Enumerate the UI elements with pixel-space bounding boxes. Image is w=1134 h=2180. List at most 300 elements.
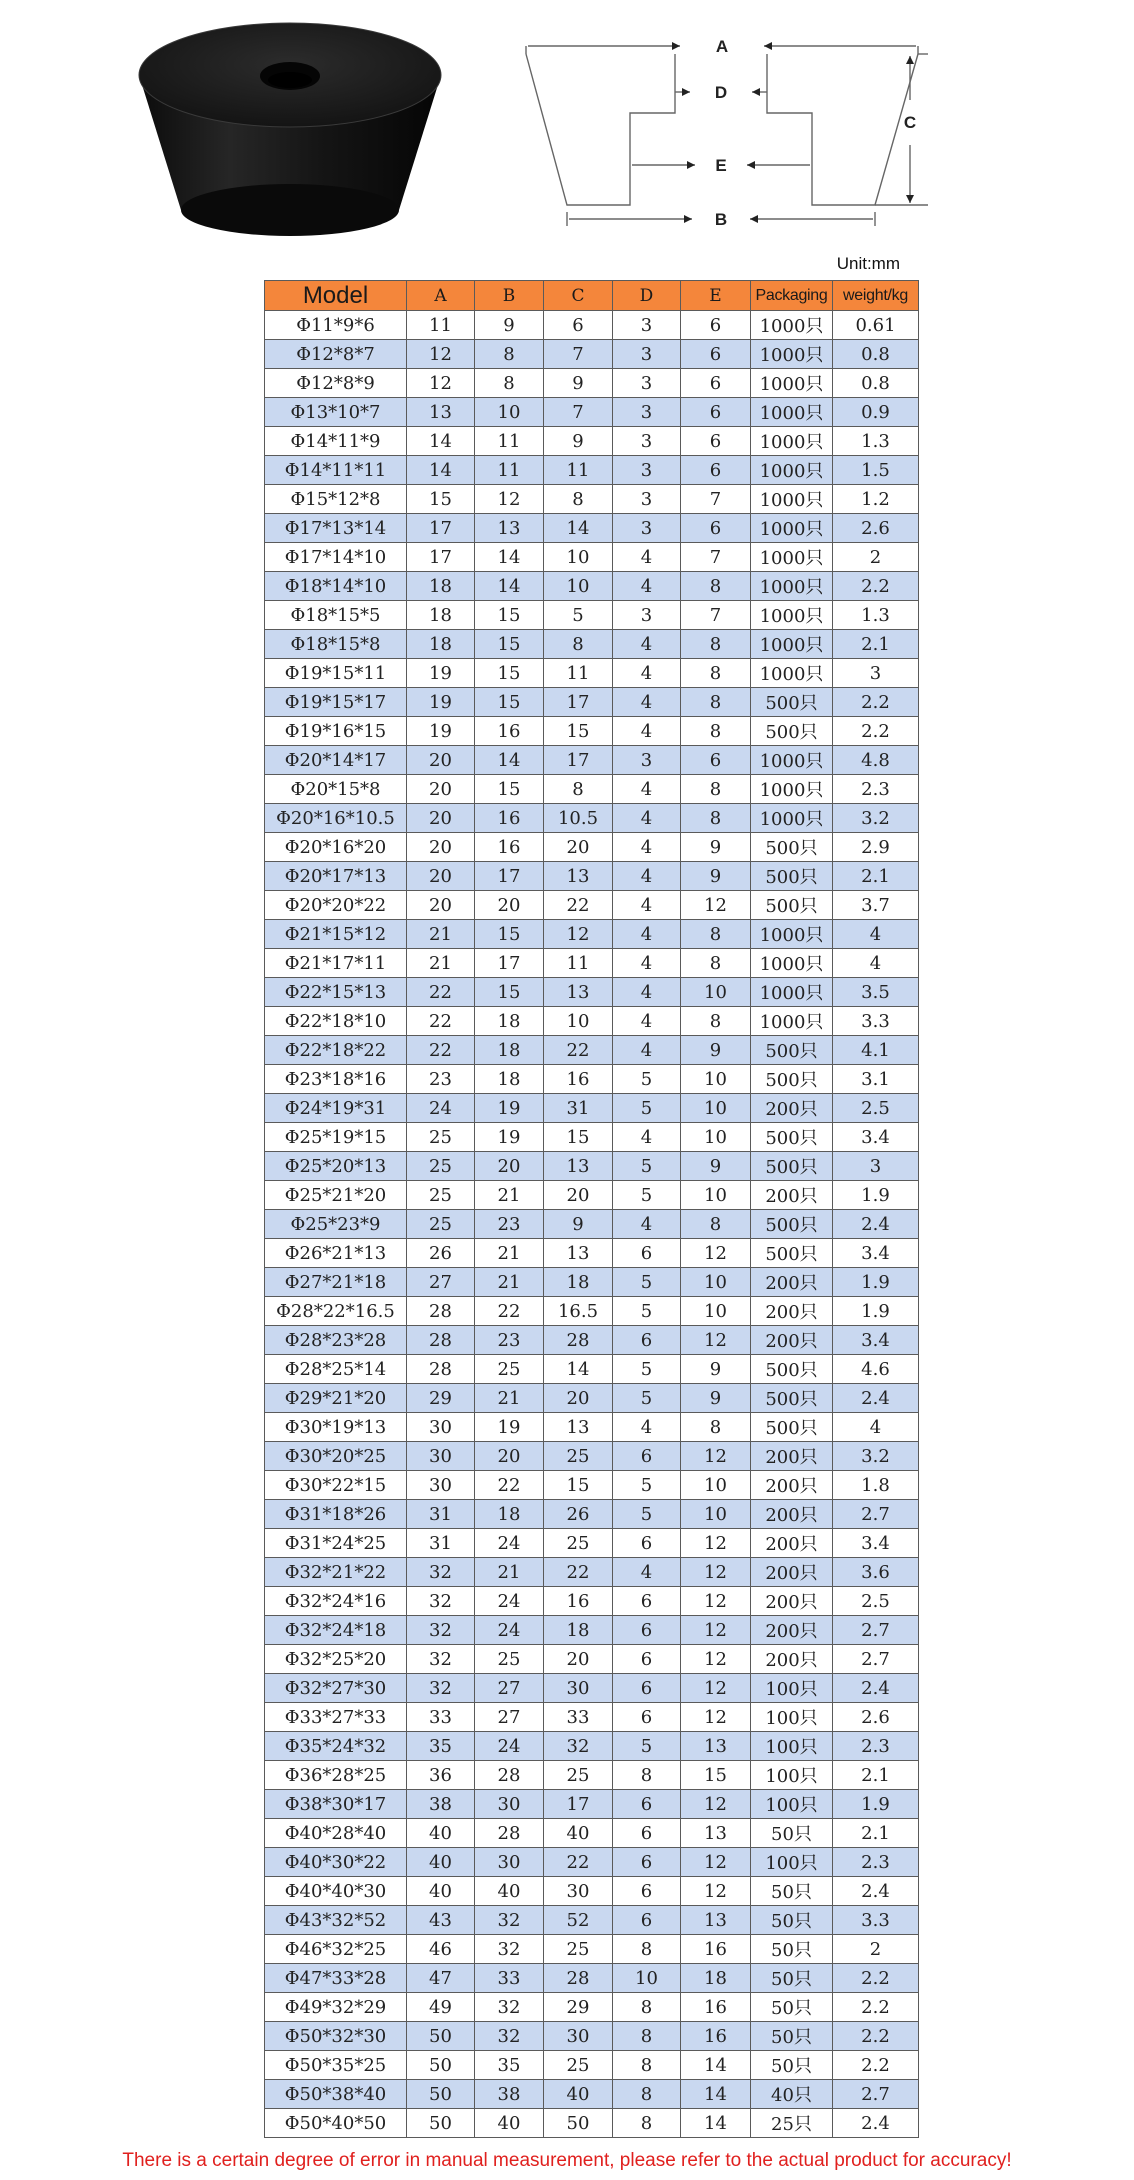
cell-c: 16.5: [544, 1297, 613, 1326]
cell-b: 22: [475, 1297, 544, 1326]
cell-e: 6: [681, 514, 751, 543]
cell-model: Φ11*9*6: [265, 311, 407, 340]
table-row: [265, 311, 919, 340]
cell-b: 27: [475, 1703, 544, 1732]
cell-model: Φ32*27*30: [265, 1674, 407, 1703]
cell-a: 36: [407, 1761, 475, 1790]
cell-a: 40: [407, 1819, 475, 1848]
cell-e: 12: [681, 1790, 751, 1819]
cell-weight: 2.5: [833, 1587, 919, 1616]
cell-packaging: 500只: [751, 717, 833, 746]
cell-b: 19: [475, 1094, 544, 1123]
cell-b: 16: [475, 804, 544, 833]
cell-a: 32: [407, 1558, 475, 1587]
cell-a: 28: [407, 1355, 475, 1384]
dim-label-a: A: [715, 37, 729, 56]
cell-packaging: 1000只: [751, 659, 833, 688]
cell-packaging: 1000只: [751, 369, 833, 398]
cell-b: 21: [475, 1384, 544, 1413]
cell-b: 25: [475, 1645, 544, 1674]
cell-a: 22: [407, 1007, 475, 1036]
table-row: [265, 1123, 919, 1152]
cell-e: 18: [681, 1964, 751, 1993]
cell-c: 52: [544, 1906, 613, 1935]
cell-a: 22: [407, 978, 475, 1007]
cell-a: 18: [407, 601, 475, 630]
cell-weight: 2.4: [833, 1384, 919, 1413]
cell-packaging: 200只: [751, 1645, 833, 1674]
cell-packaging: 500只: [751, 1152, 833, 1181]
cell-weight: 3.3: [833, 1007, 919, 1036]
cell-model: Φ17*14*10: [265, 543, 407, 572]
cell-d: 4: [613, 833, 681, 862]
cell-e: 8: [681, 659, 751, 688]
table-header-row: [265, 281, 919, 311]
cell-d: 3: [613, 427, 681, 456]
cell-c: 7: [544, 398, 613, 427]
cell-model: Φ25*20*13: [265, 1152, 407, 1181]
cell-b: 23: [475, 1210, 544, 1239]
cell-packaging: 200只: [751, 1094, 833, 1123]
cell-b: 20: [475, 1442, 544, 1471]
cell-a: 19: [407, 659, 475, 688]
cell-a: 31: [407, 1529, 475, 1558]
cell-model: Φ50*32*30: [265, 2022, 407, 2051]
cell-a: 14: [407, 427, 475, 456]
cell-b: 19: [475, 1413, 544, 1442]
cell-b: 24: [475, 1732, 544, 1761]
cell-weight: 2.1: [833, 1819, 919, 1848]
cell-packaging: 50只: [751, 1935, 833, 1964]
header-model: Model: [265, 281, 407, 311]
table-row: [265, 949, 919, 978]
cell-e: 7: [681, 543, 751, 572]
cell-e: 12: [681, 1616, 751, 1645]
cell-d: 6: [613, 1442, 681, 1471]
cell-b: 15: [475, 601, 544, 630]
cell-c: 10.5: [544, 804, 613, 833]
table-row: [265, 1848, 919, 1877]
cell-b: 20: [475, 1152, 544, 1181]
cell-weight: 3.4: [833, 1239, 919, 1268]
cell-model: Φ21*15*12: [265, 920, 407, 949]
cell-d: 5: [613, 1732, 681, 1761]
cell-d: 3: [613, 398, 681, 427]
cell-c: 13: [544, 1413, 613, 1442]
cell-e: 8: [681, 1007, 751, 1036]
cell-e: 12: [681, 1703, 751, 1732]
cell-e: 12: [681, 1558, 751, 1587]
cell-packaging: 25只: [751, 2109, 833, 2138]
table-row: [265, 543, 919, 572]
cell-b: 14: [475, 746, 544, 775]
table-row: [265, 630, 919, 659]
cell-d: 5: [613, 1268, 681, 1297]
cell-b: 32: [475, 1906, 544, 1935]
table-row: [265, 1210, 919, 1239]
cell-e: 14: [681, 2109, 751, 2138]
cell-a: 28: [407, 1326, 475, 1355]
cell-a: 21: [407, 920, 475, 949]
cell-d: 8: [613, 2022, 681, 2051]
cell-packaging: 40只: [751, 2080, 833, 2109]
cell-a: 21: [407, 949, 475, 978]
cell-packaging: 200只: [751, 1529, 833, 1558]
cell-weight: 1.3: [833, 427, 919, 456]
cell-model: Φ46*32*25: [265, 1935, 407, 1964]
cell-e: 6: [681, 369, 751, 398]
cell-d: 6: [613, 1587, 681, 1616]
cell-d: 3: [613, 601, 681, 630]
cell-e: 10: [681, 1181, 751, 1210]
cell-d: 4: [613, 920, 681, 949]
cell-packaging: 200只: [751, 1471, 833, 1500]
cell-a: 25: [407, 1210, 475, 1239]
cell-packaging: 50只: [751, 1877, 833, 1906]
cell-d: 3: [613, 311, 681, 340]
cell-packaging: 500只: [751, 1065, 833, 1094]
cell-e: 13: [681, 1819, 751, 1848]
cell-weight: 4.1: [833, 1036, 919, 1065]
cell-weight: 2.3: [833, 1732, 919, 1761]
cell-e: 9: [681, 1384, 751, 1413]
cell-model: Φ31*24*25: [265, 1529, 407, 1558]
cell-d: 6: [613, 1326, 681, 1355]
cell-e: 10: [681, 1500, 751, 1529]
cell-model: Φ50*38*40: [265, 2080, 407, 2109]
cell-packaging: 50只: [751, 2022, 833, 2051]
table-row: [265, 1442, 919, 1471]
table-row: [265, 659, 919, 688]
cell-d: 4: [613, 717, 681, 746]
cell-b: 27: [475, 1674, 544, 1703]
cell-packaging: 500只: [751, 688, 833, 717]
cell-c: 7: [544, 340, 613, 369]
cell-weight: 0.61: [833, 311, 919, 340]
cell-c: 50: [544, 2109, 613, 2138]
cell-a: 50: [407, 2080, 475, 2109]
cell-packaging: 1000只: [751, 427, 833, 456]
cell-c: 28: [544, 1964, 613, 1993]
cell-a: 43: [407, 1906, 475, 1935]
cell-model: Φ40*28*40: [265, 1819, 407, 1848]
table-row: [265, 775, 919, 804]
cell-c: 20: [544, 1645, 613, 1674]
cell-e: 12: [681, 1587, 751, 1616]
cell-packaging: 1000只: [751, 949, 833, 978]
cell-c: 22: [544, 1848, 613, 1877]
cell-packaging: 500只: [751, 1384, 833, 1413]
cell-c: 22: [544, 891, 613, 920]
cell-a: 32: [407, 1674, 475, 1703]
cell-e: 10: [681, 1297, 751, 1326]
cell-model: Φ19*15*11: [265, 659, 407, 688]
cell-b: 40: [475, 1877, 544, 1906]
cell-packaging: 1000只: [751, 456, 833, 485]
table-row: [265, 601, 919, 630]
cell-model: Φ20*16*20: [265, 833, 407, 862]
table-row: [265, 1906, 919, 1935]
cell-a: 22: [407, 1036, 475, 1065]
cell-d: 4: [613, 1123, 681, 1152]
cell-c: 13: [544, 978, 613, 1007]
cell-c: 5: [544, 601, 613, 630]
cell-packaging: 1000只: [751, 920, 833, 949]
cell-weight: 4: [833, 920, 919, 949]
cell-e: 9: [681, 1355, 751, 1384]
cell-e: 8: [681, 630, 751, 659]
cell-e: 6: [681, 427, 751, 456]
cell-weight: 2.2: [833, 2051, 919, 2080]
cell-model: Φ17*13*14: [265, 514, 407, 543]
header-packaging: Packaging: [751, 281, 833, 311]
cell-a: 20: [407, 891, 475, 920]
cell-a: 25: [407, 1181, 475, 1210]
cell-d: 4: [613, 804, 681, 833]
cell-b: 35: [475, 2051, 544, 2080]
cell-e: 6: [681, 456, 751, 485]
cell-b: 32: [475, 1935, 544, 1964]
cell-e: 6: [681, 398, 751, 427]
cell-d: 3: [613, 746, 681, 775]
cell-d: 4: [613, 1413, 681, 1442]
cell-a: 20: [407, 746, 475, 775]
cell-d: 6: [613, 1790, 681, 1819]
cell-packaging: 1000只: [751, 630, 833, 659]
cell-a: 20: [407, 804, 475, 833]
cell-packaging: 500只: [751, 1239, 833, 1268]
cell-weight: 2.4: [833, 1210, 919, 1239]
cell-a: 15: [407, 485, 475, 514]
cell-packaging: 50只: [751, 2051, 833, 2080]
cell-weight: 2.1: [833, 1761, 919, 1790]
cell-packaging: 1000只: [751, 572, 833, 601]
cell-packaging: 1000只: [751, 775, 833, 804]
cell-a: 30: [407, 1413, 475, 1442]
cell-weight: 2.3: [833, 775, 919, 804]
cell-packaging: 200只: [751, 1181, 833, 1210]
cell-d: 6: [613, 1848, 681, 1877]
cell-a: 19: [407, 717, 475, 746]
cell-e: 8: [681, 688, 751, 717]
cell-c: 40: [544, 2080, 613, 2109]
cell-weight: 2.6: [833, 514, 919, 543]
cell-model: Φ50*40*50: [265, 2109, 407, 2138]
cell-c: 25: [544, 1442, 613, 1471]
cell-d: 5: [613, 1471, 681, 1500]
header-c: C: [544, 281, 613, 311]
cell-b: 20: [475, 891, 544, 920]
cell-b: 32: [475, 1993, 544, 2022]
cell-b: 21: [475, 1181, 544, 1210]
header-e: E: [681, 281, 751, 311]
cell-b: 10: [475, 398, 544, 427]
cell-packaging: 1000只: [751, 601, 833, 630]
cell-c: 11: [544, 456, 613, 485]
cell-weight: 0.9: [833, 398, 919, 427]
cell-c: 10: [544, 1007, 613, 1036]
table-row: [265, 804, 919, 833]
cell-a: 33: [407, 1703, 475, 1732]
cell-c: 6: [544, 311, 613, 340]
cell-e: 8: [681, 775, 751, 804]
cell-d: 3: [613, 369, 681, 398]
table-row: [265, 1993, 919, 2022]
table-row: [265, 1877, 919, 1906]
cell-c: 30: [544, 1674, 613, 1703]
cell-model: Φ20*20*22: [265, 891, 407, 920]
table-row: [265, 2109, 919, 2138]
dim-label-d: D: [714, 83, 728, 102]
table-row: [265, 1268, 919, 1297]
cell-a: 32: [407, 1645, 475, 1674]
cell-d: 4: [613, 572, 681, 601]
cell-d: 3: [613, 340, 681, 369]
table-row: [265, 688, 919, 717]
table-row: [265, 572, 919, 601]
table-row: [265, 456, 919, 485]
cell-c: 11: [544, 949, 613, 978]
table-row: [265, 1935, 919, 1964]
cell-e: 13: [681, 1732, 751, 1761]
cell-e: 13: [681, 1906, 751, 1935]
cell-packaging: 500只: [751, 833, 833, 862]
table-row: [265, 1326, 919, 1355]
cell-b: 24: [475, 1529, 544, 1558]
cell-d: 3: [613, 456, 681, 485]
cell-d: 6: [613, 1906, 681, 1935]
cell-weight: 3.4: [833, 1326, 919, 1355]
cell-e: 16: [681, 1993, 751, 2022]
table-row: [265, 1732, 919, 1761]
cell-e: 6: [681, 311, 751, 340]
header-d: D: [613, 281, 681, 311]
cell-model: Φ20*14*17: [265, 746, 407, 775]
table-row: [265, 1529, 919, 1558]
cell-weight: 4.6: [833, 1355, 919, 1384]
cell-a: 50: [407, 2022, 475, 2051]
cell-model: Φ32*25*20: [265, 1645, 407, 1674]
cell-d: 4: [613, 1558, 681, 1587]
cell-weight: 1.9: [833, 1181, 919, 1210]
cell-model: Φ32*21*22: [265, 1558, 407, 1587]
cell-model: Φ32*24*18: [265, 1616, 407, 1645]
cell-e: 12: [681, 891, 751, 920]
cell-model: Φ47*33*28: [265, 1964, 407, 1993]
cell-b: 18: [475, 1036, 544, 1065]
cell-packaging: 200只: [751, 1442, 833, 1471]
cell-d: 4: [613, 891, 681, 920]
cell-a: 29: [407, 1384, 475, 1413]
cell-b: 38: [475, 2080, 544, 2109]
cell-d: 5: [613, 1297, 681, 1326]
cell-b: 18: [475, 1500, 544, 1529]
cell-c: 8: [544, 630, 613, 659]
cell-d: 5: [613, 1152, 681, 1181]
cell-b: 12: [475, 485, 544, 514]
cell-e: 10: [681, 978, 751, 1007]
cell-e: 10: [681, 1471, 751, 1500]
cell-model: Φ18*15*5: [265, 601, 407, 630]
cell-model: Φ12*8*7: [265, 340, 407, 369]
cell-c: 9: [544, 369, 613, 398]
cell-packaging: 50只: [751, 1906, 833, 1935]
cell-c: 17: [544, 688, 613, 717]
cell-weight: 2.4: [833, 1674, 919, 1703]
cell-a: 19: [407, 688, 475, 717]
cell-weight: 0.8: [833, 340, 919, 369]
cell-b: 8: [475, 340, 544, 369]
cell-b: 17: [475, 862, 544, 891]
cell-model: Φ13*10*7: [265, 398, 407, 427]
cell-d: 4: [613, 978, 681, 1007]
cell-b: 32: [475, 2022, 544, 2051]
cell-packaging: 100只: [751, 1703, 833, 1732]
table-row: [265, 340, 919, 369]
cell-b: 24: [475, 1616, 544, 1645]
cell-b: 18: [475, 1065, 544, 1094]
cell-e: 10: [681, 1268, 751, 1297]
cell-packaging: 1000只: [751, 543, 833, 572]
cell-model: Φ40*30*22: [265, 1848, 407, 1877]
dimension-schematic: [520, 30, 930, 240]
cell-model: Φ22*18*22: [265, 1036, 407, 1065]
cell-weight: 2.6: [833, 1703, 919, 1732]
cell-d: 5: [613, 1384, 681, 1413]
table-row: [265, 746, 919, 775]
cell-b: 21: [475, 1239, 544, 1268]
cell-weight: 0.8: [833, 369, 919, 398]
cell-e: 10: [681, 1065, 751, 1094]
cell-b: 30: [475, 1848, 544, 1877]
cell-packaging: 100只: [751, 1761, 833, 1790]
cell-packaging: 200只: [751, 1268, 833, 1297]
cell-e: 8: [681, 1210, 751, 1239]
cell-weight: 2.9: [833, 833, 919, 862]
cell-weight: 4.8: [833, 746, 919, 775]
table-row: [265, 920, 919, 949]
cell-e: 10: [681, 1094, 751, 1123]
cell-d: 4: [613, 1007, 681, 1036]
cell-a: 26: [407, 1239, 475, 1268]
cell-a: 30: [407, 1471, 475, 1500]
cell-a: 18: [407, 630, 475, 659]
cell-weight: 2.2: [833, 572, 919, 601]
cell-b: 15: [475, 920, 544, 949]
table-row: [265, 891, 919, 920]
cell-model: Φ24*19*31: [265, 1094, 407, 1123]
cell-e: 9: [681, 1152, 751, 1181]
cell-weight: 2.2: [833, 688, 919, 717]
cell-model: Φ40*40*30: [265, 1877, 407, 1906]
cell-model: Φ28*23*28: [265, 1326, 407, 1355]
table-row: [265, 1384, 919, 1413]
cell-b: 30: [475, 1790, 544, 1819]
cell-weight: 2.7: [833, 1645, 919, 1674]
cell-d: 4: [613, 630, 681, 659]
cell-b: 15: [475, 688, 544, 717]
table-row: [265, 1964, 919, 1993]
cell-c: 15: [544, 717, 613, 746]
cell-weight: 1.9: [833, 1297, 919, 1326]
cell-b: 14: [475, 572, 544, 601]
cell-b: 11: [475, 427, 544, 456]
cell-c: 25: [544, 1529, 613, 1558]
cell-model: Φ28*25*14: [265, 1355, 407, 1384]
cell-a: 20: [407, 833, 475, 862]
cell-e: 8: [681, 717, 751, 746]
cell-e: 7: [681, 485, 751, 514]
